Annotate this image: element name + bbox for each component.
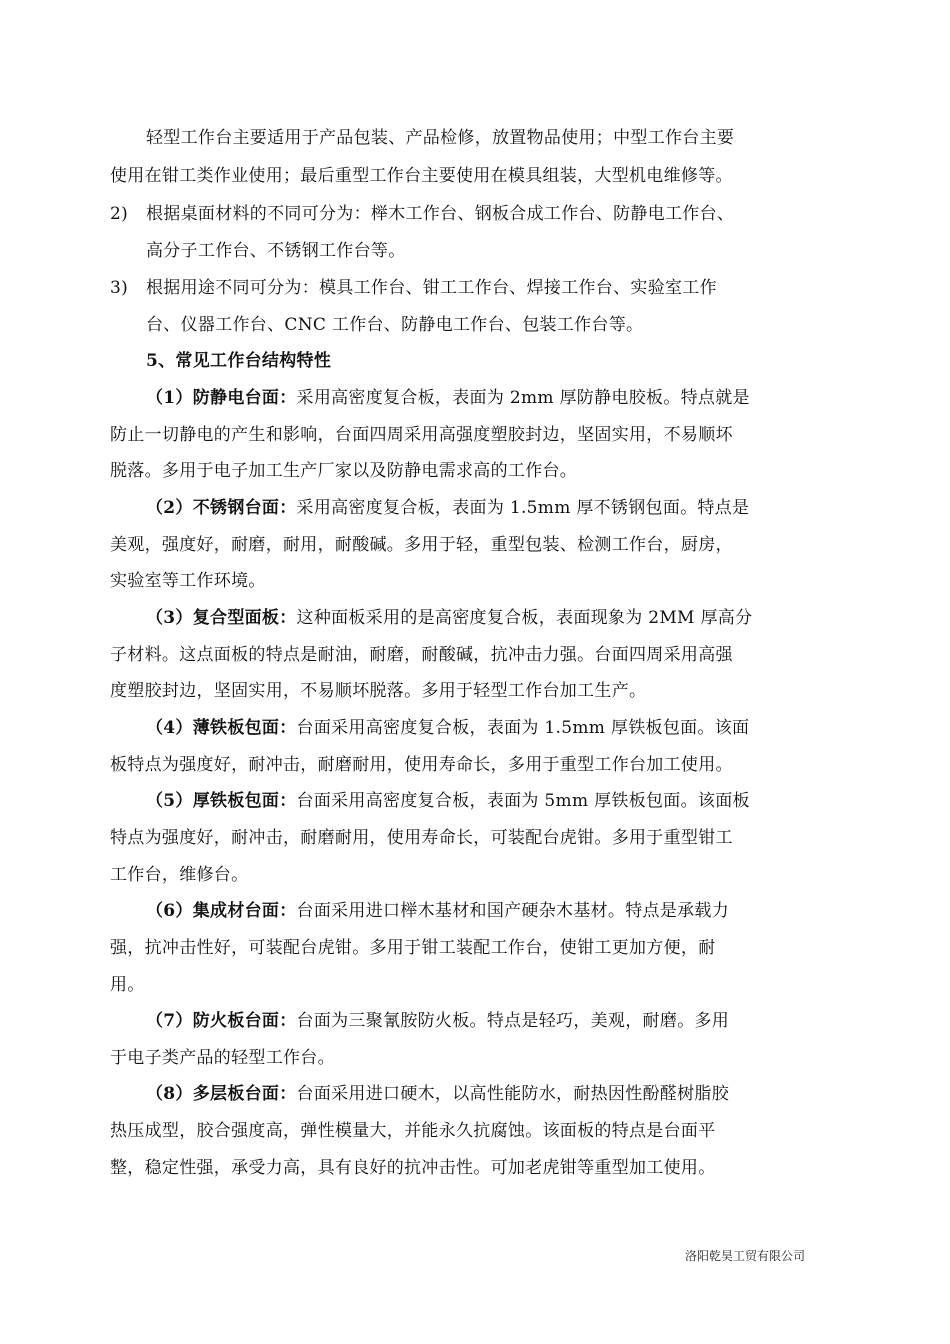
item-2-line-3: 实验室等工作环境。 [110, 571, 266, 591]
item-label: （6）集成材台面： [146, 901, 297, 921]
item-2-line-2: 美观，强度好，耐磨，耐用，耐酸碱。多用于轻，重型包装、检测工作台，厨房， [110, 535, 733, 555]
item-label: （2）不锈钢台面： [146, 498, 297, 518]
item-label: （5）厚铁板包面： [146, 791, 297, 811]
item-label: （7）防火板台面： [146, 1011, 297, 1031]
item-3-line-2: 子材料。这点面板的特点是耐油，耐磨，耐酸碱，抗冲击力强。台面四周采用高强 [110, 645, 733, 665]
item-3 [110, 607, 846, 629]
item-4-line-2: 板特点为强度好，耐冲击，耐磨耐用，使用寿命长，多用于重型工作台加工使用。 [110, 755, 733, 775]
item-1-line-3: 脱落。多用于电子加工生产厂家以及防静电需求高的工作台。 [110, 461, 578, 481]
item-text: 台面为三聚氰胺防火板。特点是轻巧，美观，耐磨。多用 [296, 1011, 730, 1031]
item-5 [110, 790, 846, 812]
section-title: 5、常见工作台结构特性 [146, 351, 332, 371]
item-6-line-3: 用。 [110, 975, 145, 995]
item-text: 这种面板采用的是高密度复合板，表面现象为 2MM 厚高分 [296, 608, 753, 628]
list-number: 2) [110, 204, 129, 224]
company-footer: 洛阳乾昊工贸有限公司 [684, 1249, 805, 1263]
item-5-line-2: 特点为强度好，耐冲击，耐磨耐用，使用寿命长，可装配台虎钳。多用于重型钳工 [110, 828, 733, 848]
item-8 [110, 1083, 846, 1105]
item-7 [110, 1010, 846, 1032]
intro-line-1: 轻型工作台主要适用于产品包装、产品检修，放置物品使用；中型工作台主要 [146, 128, 735, 148]
item-2 [110, 497, 846, 519]
item-3-line-3: 度塑胶封边，坚固实用，不易顺坏脱落。多用于轻型工作台加工生产。 [110, 681, 647, 701]
item-8-line-2: 热压成型，胶合强度高，弹性模量大，并能永久抗腐蚀。该面板的特点是台面平 [110, 1121, 716, 1141]
item-label: （8）多层板台面： [146, 1084, 297, 1104]
list-item-2-cont: 高分子工作台、不锈钢工作台等。 [146, 241, 406, 261]
item-5-line-3: 工作台，维修台。 [110, 865, 249, 885]
item-text: 台面采用进口榉木基材和国产硬杂木基材。特点是承载力 [296, 901, 730, 921]
item-7-line-2: 于电子类产品的轻型工作台。 [110, 1048, 335, 1068]
item-8-line-3: 整，稳定性强，承受力高，具有良好的抗冲击性。可加老虎钳等重型加工使用。 [110, 1158, 716, 1178]
item-text: 采用高密度复合板，表面为 2mm 厚防静电胶板。特点就是 [296, 388, 750, 408]
list-item-2 [110, 203, 810, 225]
item-text: 台面采用进口硬木，以高性能防水，耐热因性酚醛树脂胶 [296, 1084, 730, 1104]
item-text: 台面采用高密度复合板，表面为 1.5mm 厚铁板包面。该面 [296, 718, 750, 738]
item-label: （3）复合型面板： [146, 608, 297, 628]
item-text: 采用高密度复合板，表面为 1.5mm 厚不锈钢包面。特点是 [296, 498, 750, 518]
item-1 [110, 387, 846, 409]
intro-line-2: 使用在钳工类作业使用；最后重型工作台主要使用在模具组装，大型机电维修等。 [110, 166, 733, 186]
item-1-line-2: 防止一切静电的产生和影响，台面四周采用高强度塑胶封边，坚固实用，不易顺坏 [110, 425, 733, 445]
list-item-3-cont: 台、仪器工作台、CNC 工作台、防静电工作台、包装工作台等。 [146, 315, 644, 335]
list-item-3 [110, 277, 810, 299]
item-6 [110, 900, 846, 922]
item-label: （1）防静电台面： [146, 388, 297, 408]
list-text: 根据桌面材料的不同可分为：榉木工作台、钢板合成工作台、防静电工作台、 [146, 204, 735, 224]
list-text: 根据用途不同可分为：模具工作台、钳工工作台、焊接工作台、实验室工作 [146, 278, 717, 298]
item-4 [110, 717, 846, 739]
item-6-line-2: 强，抗冲击性好，可装配台虎钳。多用于钳工装配工作台，使钳工更加方便，耐 [110, 938, 716, 958]
item-text: 台面采用高密度复合板，表面为 5mm 厚铁板包面。该面板 [296, 791, 750, 811]
item-label: （4）薄铁板包面： [146, 718, 297, 738]
list-number: 3) [110, 278, 129, 298]
